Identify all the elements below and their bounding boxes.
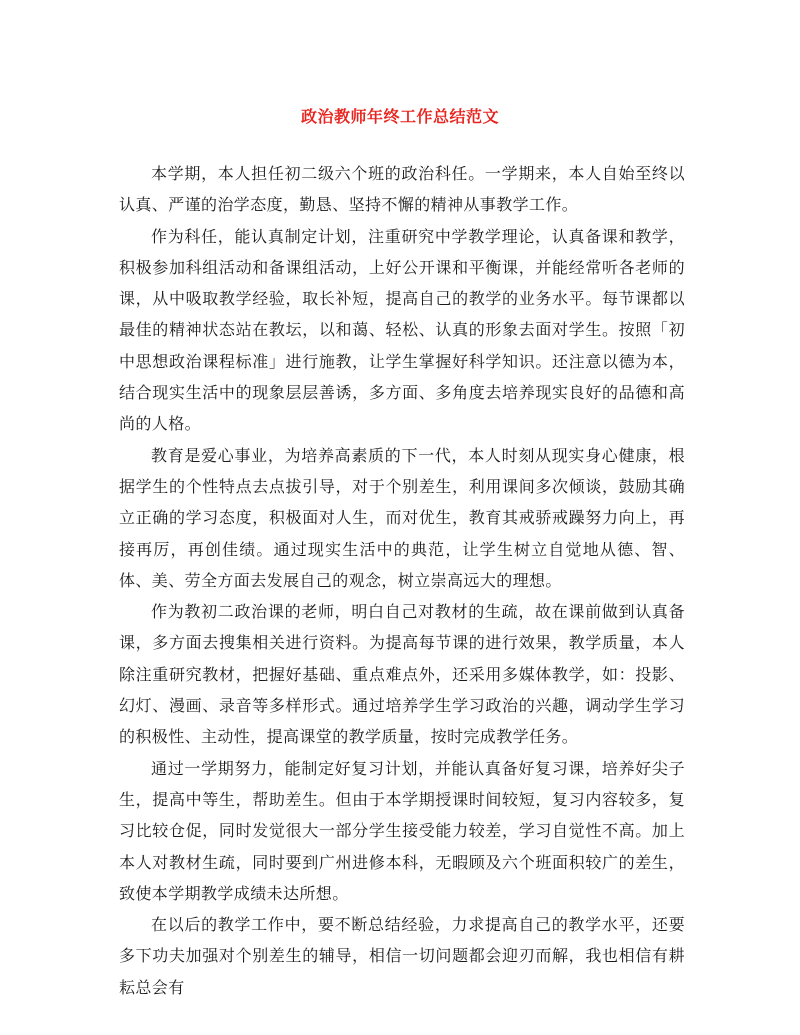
document-title: 政治教师年终工作总结范文: [300, 107, 499, 126]
document-body: [119, 158, 685, 1003]
paragraph-5: 通过一学期努力，能制定好复习计划，并能认真备好复习课，培养好尖子生，提高中等生，帮助差生。但由于本学期授课时间较短，复习内容较多，复习比较仓促，同时发觉很大一部分学生接受能力较差，学习自觉性不高。加上本人对教材生疏，同时要到广州进修本科，无暇顾及六个班面积较广的差生，致使本学期教学成绩未达所想。: [119, 758, 685, 903]
paragraph-1: 本学期，本人担任初二级六个班的政治科任。一学期来，本人自始至终以认真、严谨的治学态度，勤恳、坚持不懈的精神从事教学工作。: [119, 164, 685, 215]
paragraph-4: 作为教初二政治课的老师，明白自己对教材的生疏，故在课前做到认真备课，多方面去搜集相关进行资料。为提高每节课的进行效果，教学质量，本人除注重研究教材，把握好基础、重点难点外，还采用多媒体教学，如：投影、幻灯、漫画、录音等多样形式。通过培养学生学习政治的兴趣，调动学生学习的积极性、主动性，提高课堂的教学质量，按时完成教学任务。: [119, 602, 685, 747]
paragraph-3: 教育是爱心事业，为培养高素质的下一代，本人时刻从现实身心健康，根据学生的个性特点去点拔引导，对于个别差生，利用课间多次倾谈，鼓励其确立正确的学习态度，积极面对人生，而对优生，教育其戒骄戒躁努力向上，再接再厉，再创佳绩。通过现实生活中的典范，让学生树立自觉地从德、智、体、美、劳全方面去发展自己的观念，树立崇高远大的理想。: [119, 445, 685, 590]
paragraph-6: 在以后的教学工作中，要不断总结经验，力求提高自己的教学水平，还要多下功夫加强对个别差生的辅导，相信一切问题都会迎刃而解，我也相信有耕耘总会有: [119, 915, 685, 997]
paragraph-2: 作为科任，能认真制定计划，注重研究中学教学理论，认真备课和教学，积极参加科组活动和备课组活动，上好公开课和平衡课，并能经常听各老师的课，从中吸取教学经验，取长补短，提高自己的教学的业务水平。每节课都以最佳的精神状态站在教坛，以和蔼、轻松、认真的形象去面对学生。按照「初中思想政治课程标准」进行施教，让学生掌握好科学知识。还注意以德为本，结合现实生活中的现象层层善诱，多方面、多角度去培养现实良好的品德和高尚的人格。: [119, 226, 685, 434]
